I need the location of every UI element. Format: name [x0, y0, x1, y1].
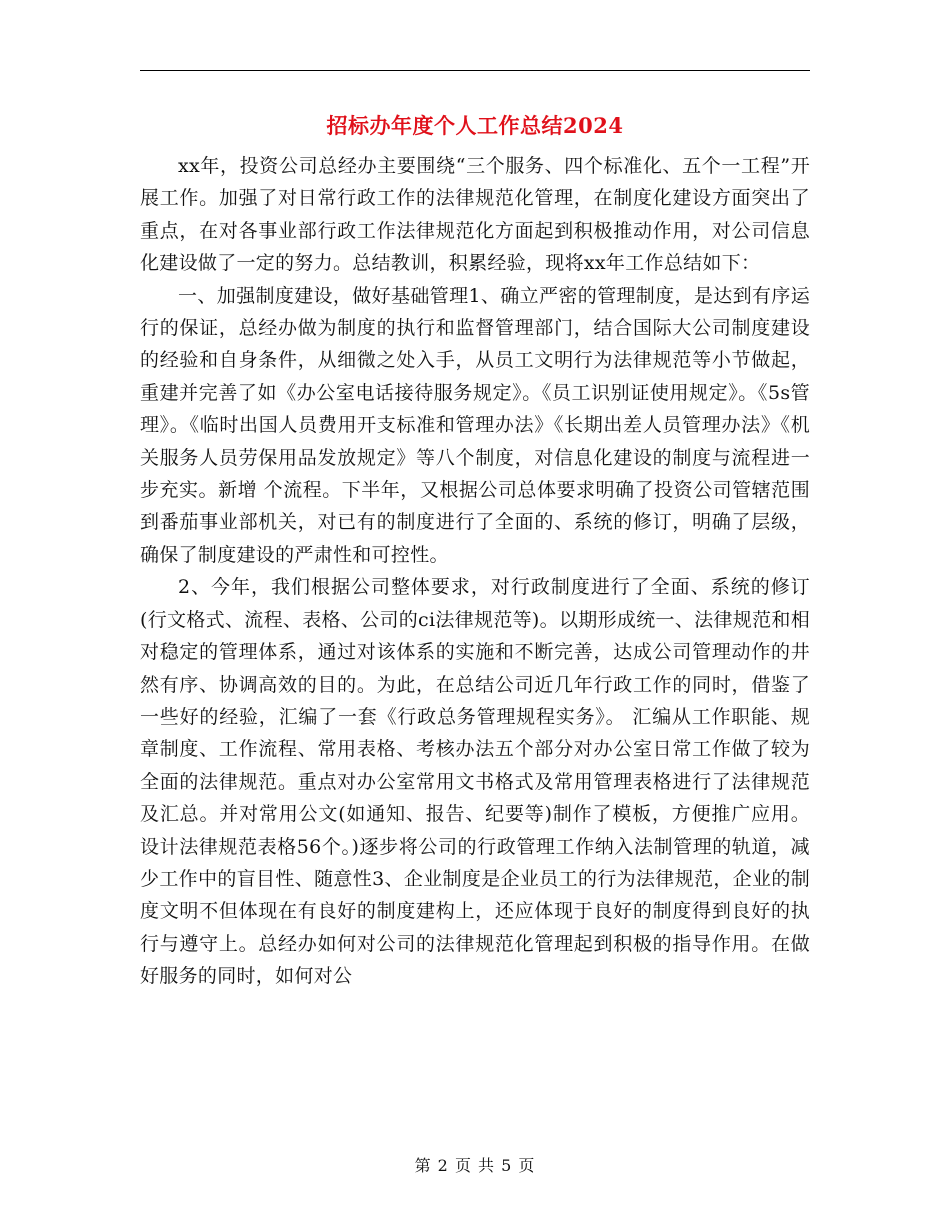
document-title: 招标办年度个人工作总结2024: [326, 113, 624, 138]
paragraph-section-2: 2、今年，我们根据公司整体要求，对行政制度进行了全面、系统的修订(行文格式、流程、表格、公司的ci法律规范等)。以期形成统一、法律规范和相对稳定的管理体系，通过对该体系的实施和不断完善，达成公司管理动作的井然有序、协调高效的目的。为此，在总结公司近几年行政工作的同时，借鉴了一些好的经验，汇编了一套《行政总务管理规程实务》。 汇编从工作职能、规章制度、工作流程、常用表格、考核办法五个部分对办公室日常工作做了较为全面的法律规范。重点对办公室常用文书格式及常用管理表格进行了法律规范及汇总。并对常用公文(如通知、报告、纪要等)制作了模板，方便推广应用。设计法律规范表格56个。)逐步将公司的行政管理工作纳入法制管理的轨道，减少工作中的盲目性、随意性3、企业制度是企业员工的行为法律规范，企业的制度文明不但体现在有良好的制度建构上，还应体现于良好的制度得到良好的执行与遵守上。总经办如何对公司的法律规范化管理起到积极的指导作用。在做好服务的同时，如何对公: [140, 576, 810, 988]
paragraph-intro: xx年，投资公司总经办主要围绕“三个服务、四个标准化、五个一工程”开展工作。加强了对日常行政工作的法律规范化管理，在制度化建设方面突出了重点，在对各事业部行政工作法律规范化方面起到积极推动作用，对公司信息化建设做了一定的努力。总结教训，积累经验，现将xx年工作总结如下：: [140, 155, 810, 275]
paragraph-section-1: 一、加强制度建设，做好基础管理1、确立严密的管理制度，是达到有序运行的保证，总经办做为制度的执行和监督管理部门，结合国际大公司制度建设的经验和自身条件，从细微之处入手，从员工文明行为法律规范等小节做起，重建并完善了如《办公室电话接待服务规定》。《员工识别证使用规定》。《5s管理》。《临时出国人员费用开支标准和管理办法》《长期出差人员管理办法》《机关服务人员劳保用品发放规定》等八个制度，对信息化建设的制度与流程进一步充实。新增 个流程。下半年，又根据公司总体要求明确了投资公司管辖范围到番茄事业部机关，对已有的制度进行了全面的、系统的修订，明确了层级，确保了制度建设的严肃性和可控性。: [140, 284, 810, 566]
page-number-footer: 第 2 页 共 5 页: [414, 1156, 536, 1175]
header-rule: [140, 70, 810, 71]
document-body: [140, 150, 810, 993]
